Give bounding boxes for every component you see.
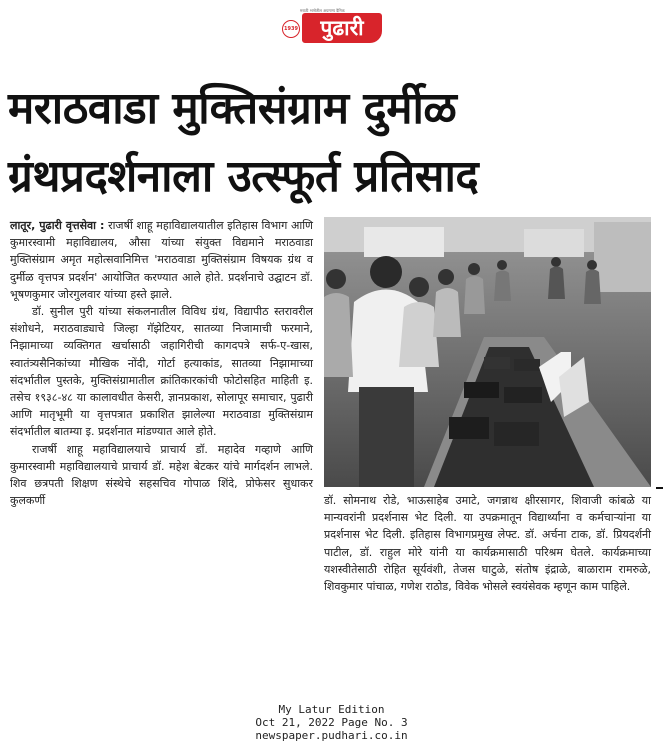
footer-edition: My Latur Edition: [278, 703, 385, 716]
column-rule: [656, 487, 663, 489]
paragraph-1-text: राजर्षी शाहू महाविद्यालयातील इतिहास विभाग आणि कुमारस्वामी महाविद्यालय, औसा यांच्या संयुक्त विद्यमाने मराठवाडा मुक्तिसंग्राम अमृत महोत्सवानिमित्त 'मराठवाडा मुक्तिसंग्राम विषयक ग्रंथ व दुर्मीळ वृत्तपत्र प्रदर्शन' आयोजित करण्यात आले होते. प्रदर्शनाचे उद्घाटन डॉ. भूषणकुमार जोरगुलवार यांच्या हस्ते झाले.: [10, 219, 313, 301]
masthead: [282, 8, 382, 46]
article-paragraph-3: राजर्षी शाहू महाविद्यालयाचे प्राचार्य डॉ. महादेव गव्हाणे आणि कुमारस्वामी महाविद्यालयाचे प्राचार्य डॉ. महेश बेटकर यांचे मार्गदर्शन लाभले. शिव छत्रपती शिक्षण संस्थेचे सहसचिव गोपाळ शिंदे, प्रोफेसर सुधाकर कुलकर्णी: [10, 442, 313, 508]
footer-url: newspaper.pudhari.co.in: [255, 729, 408, 742]
exhibition-photo: [324, 217, 651, 487]
masthead-tagline: मराठी भाषेतील अग्रगण्य दैनिक: [300, 8, 345, 13]
seal-text: 1939: [284, 26, 298, 32]
brand-logo: पुढारी: [302, 13, 382, 43]
seal-icon: [282, 20, 300, 38]
photo-illustration: [324, 217, 651, 487]
article-paragraph-2: डॉ. सुनील पुरी यांच्या संकलनातील विविध ग्रंथ, विद्यापीठ स्तरावरील संशोधने, मराठवाड्याचे जिल्हा गॅझेटियर, सातव्या निजामाची फरमाने, निझामाच्या व्यक्तिगत खर्चासाठी जहागिरीची कागदपत्रे सर्फ-ए-खास, स्वातंत्र्यसैनिकांच्या मौखिक नोंदी, गोर्टा हत्याकांड, सातव्या निझामाच्या संदर्भातील पुस्तके, मुक्तिसंग्रामातील क्रांतिकारकांची फोटोसहित माहिती इ. तसेच १९३८-४८ या कालावधीत केसरी, ज्ञानप्रकाश, सोलापूर समाचार, पुढारी आणि मातृभूमी या वृत्तपत्रात प्रकाशित झालेल्या मराठवाडा मुक्तिसंग्राम संदर्भातील बातम्या इ. प्रदर्शनात मांडण्यात आले होते.: [10, 305, 313, 439]
headline-line-1: मराठवाडा मुक्तिसंग्राम दुर्मीळ: [8, 83, 457, 134]
article-paragraph-4: डॉ. सोमनाथ रोडे, भाऊसाहेब उमाटे, जगन्नाथ क्षीरसागर, शिवाजी कांबळे या मान्यवरांनी प्रदर्शनास भेट दिली. या उपक्रमातून विद्यार्थ्यांना व कर्मचाऱ्यांना या प्रदर्शनास भेट दिली. इतिहास विभागप्रमुख लेफ्ट. डॉ. अर्चना टाक, डॉ. प्रियदर्शनी पाटील, डॉ. राहुल मोरे यांनी या कार्यक्रमासाठी परिश्रम घेतले. कार्यक्रमाच्या यशस्वीतेसाठी रोहित सूर्यवंशी, तेजस घाटुळे, संतोष इंद्राळे, बाळाराम रामरुळे, शिवकुमार पांचाळ, गणेश राठोड, विवेक भोसले स्वयंसेवक म्हणून काम पाहिले.: [324, 494, 651, 594]
footer-date-page: Oct 21, 2022 Page No. 3: [255, 716, 408, 729]
article-column-right: [324, 492, 651, 595]
article-column-left: [10, 217, 313, 509]
headline-line-2: ग्रंथप्रदर्शनाला उत्स्फूर्त प्रतिसाद: [8, 151, 479, 202]
edition-footer: [0, 703, 663, 742]
article-paragraph-1: [10, 217, 313, 303]
byline: लातूर, पुढारी वृत्तसेवा :: [10, 219, 105, 232]
